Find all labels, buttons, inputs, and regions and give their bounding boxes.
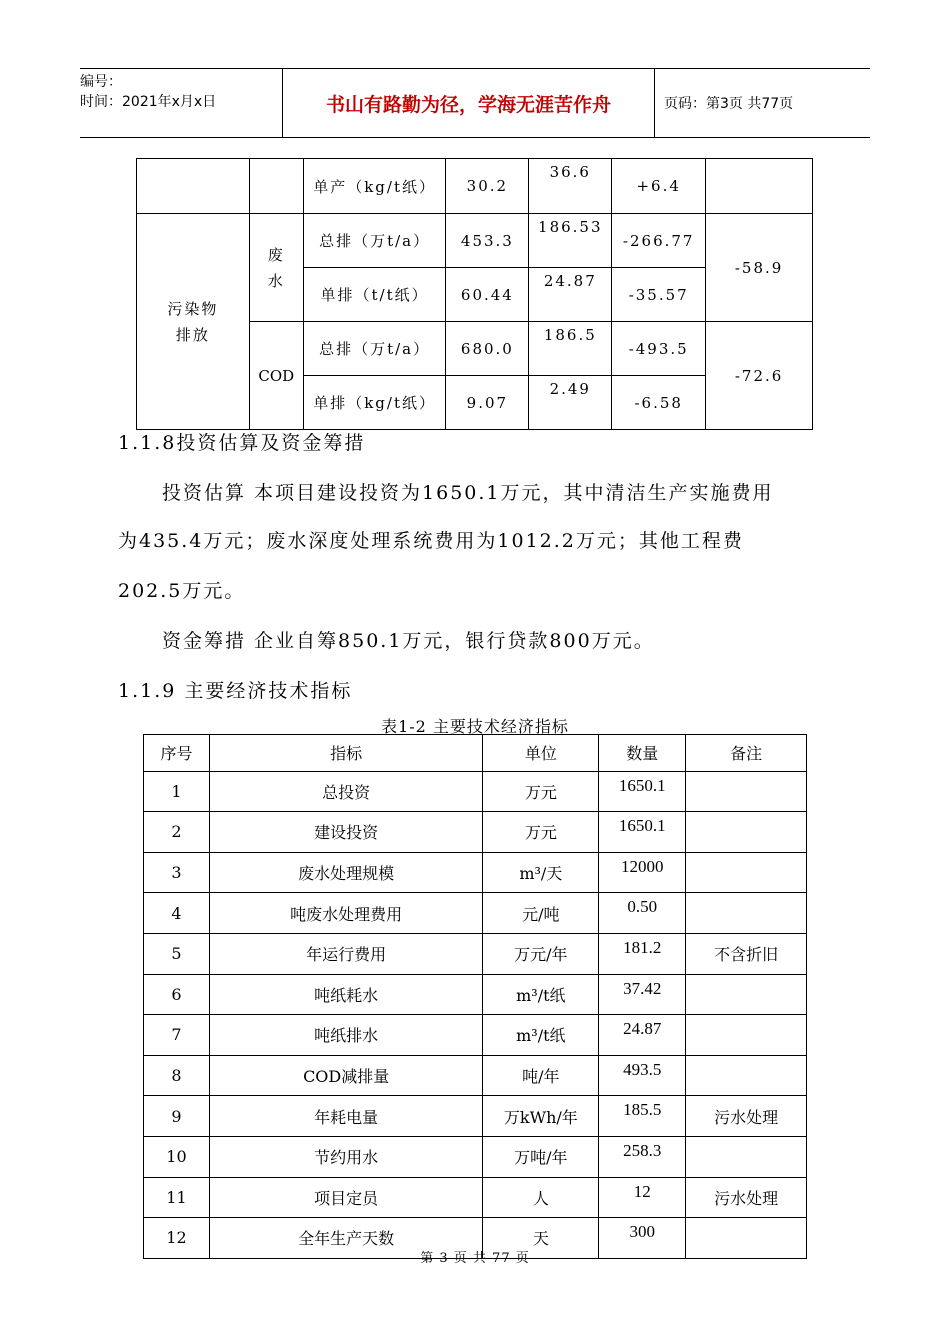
table-header-row — [144, 735, 807, 772]
section-heading-118: 1.1.8投资估算及资金筹措 — [118, 432, 366, 454]
table-row — [144, 1177, 807, 1218]
paragraph-line: 投资估算 本项目建设投资为1650.1万元，其中清洁生产实施费用 — [162, 482, 774, 504]
table-row — [137, 214, 813, 268]
table-cell: 186.53 — [529, 214, 612, 268]
table-row — [144, 974, 807, 1015]
cod-cell: COD — [249, 322, 303, 430]
table-cell: 186.5 — [529, 322, 612, 376]
table-cell: 1 — [144, 771, 210, 812]
table-cell: 37.42 — [599, 974, 686, 1015]
table-caption: 表1-2 主要技术经济指标 — [381, 717, 569, 736]
table-row — [144, 1096, 807, 1137]
table-cell — [686, 771, 807, 812]
table-cell: 项目定员 — [209, 1177, 483, 1218]
table-cell: 年运行费用 — [209, 933, 483, 974]
header-motto: 书山有路勤为径，学海无涯苦作舟 — [325, 93, 611, 116]
table-cell: 1650.1 — [599, 771, 686, 812]
table-cell: 吨废水处理费用 — [209, 893, 483, 934]
table-cell — [686, 893, 807, 934]
table-cell: 12 — [599, 1177, 686, 1218]
table-cell: 吨纸排水 — [209, 1015, 483, 1056]
table-cell: m³/t纸 — [483, 1015, 599, 1056]
table-cell: -6.58 — [612, 376, 706, 430]
table-row — [144, 1136, 807, 1177]
table-cell: m³/t纸 — [483, 974, 599, 1015]
table-cell: 不含折旧 — [686, 933, 807, 974]
table-cell — [686, 1055, 807, 1096]
table-cell: 60.44 — [446, 268, 529, 322]
indicators-body — [144, 771, 807, 1258]
header-divider — [654, 69, 655, 137]
pollution-table — [136, 158, 813, 430]
table-cell: 2 — [144, 812, 210, 853]
table-cell: 污水处理 — [686, 1177, 807, 1218]
table-cell: 1650.1 — [599, 812, 686, 853]
page-footer: 第 3 页 共 77 页 — [420, 1251, 530, 1266]
table-cell: 2.49 — [529, 376, 612, 430]
table-cell — [686, 852, 807, 893]
table-cell: 12 — [144, 1218, 210, 1259]
table-row — [137, 159, 813, 214]
table-cell: 3 — [144, 852, 210, 893]
table-cell: 11 — [144, 1177, 210, 1218]
wastewater-cell: 废水 — [249, 214, 303, 322]
column-header: 指标 — [209, 735, 483, 772]
table-cell: 废水处理规模 — [209, 852, 483, 893]
header-page-info: 页码：第3页 共77页 — [664, 96, 794, 112]
table-cell: 7 — [144, 1015, 210, 1056]
header-left — [80, 69, 282, 140]
group-cell: 污染物排放 — [137, 214, 250, 430]
table-cell: 单排（kg/t纸） — [303, 376, 446, 430]
table-cell: 全年生产天数 — [209, 1218, 483, 1259]
table-row — [144, 933, 807, 974]
table-row — [144, 1015, 807, 1056]
header-number: 编号： — [80, 74, 122, 90]
table-cell: 680.0 — [446, 322, 529, 376]
table-cell: -72.6 — [706, 322, 813, 430]
table-cell: 258.3 — [599, 1136, 686, 1177]
table-row — [144, 812, 807, 853]
table-cell: -493.5 — [612, 322, 706, 376]
table-row — [144, 771, 807, 812]
table-cell — [686, 1136, 807, 1177]
table-cell: 建设投资 — [209, 812, 483, 853]
table-cell: 万元/年 — [483, 933, 599, 974]
indicators-table — [143, 734, 807, 1259]
table-cell: 36.6 — [529, 159, 612, 214]
table-cell: -35.57 — [612, 268, 706, 322]
table-cell: 总排（万t/a） — [303, 322, 446, 376]
column-header: 备注 — [686, 735, 807, 772]
table-cell: 8 — [144, 1055, 210, 1096]
table-cell: 天 — [483, 1218, 599, 1259]
table-cell: 吨纸耗水 — [209, 974, 483, 1015]
table-cell: 12000 — [599, 852, 686, 893]
paragraph-funding: 资金筹措 企业自筹850.1万元，银行贷款800万元。 — [162, 630, 655, 652]
table-cell: 10 — [144, 1136, 210, 1177]
page-header — [80, 68, 870, 138]
table-cell: 吨/年 — [483, 1055, 599, 1096]
table-cell: 4 — [144, 893, 210, 934]
section-heading-119: 1.1.9 主要经济技术指标 — [118, 680, 353, 702]
table-cell: -58.9 — [706, 214, 813, 322]
table-cell: 493.5 — [599, 1055, 686, 1096]
column-header: 数量 — [599, 735, 686, 772]
table-cell: 9 — [144, 1096, 210, 1137]
table-cell: 年耗电量 — [209, 1096, 483, 1137]
table-cell: 单排（t/t纸） — [303, 268, 446, 322]
table-row — [144, 893, 807, 934]
paragraph-line: 202.5万元。 — [118, 580, 246, 602]
table-cell: 24.87 — [529, 268, 612, 322]
table-row — [144, 1055, 807, 1096]
table-cell: 0.50 — [599, 893, 686, 934]
table-cell: 万吨/年 — [483, 1136, 599, 1177]
table-cell: 185.5 — [599, 1096, 686, 1137]
table-cell: 元/吨 — [483, 893, 599, 934]
table-cell: 万元 — [483, 771, 599, 812]
table-cell: 总投资 — [209, 771, 483, 812]
header-time: 时间：2021年x月x日 — [80, 94, 217, 110]
column-header: 序号 — [144, 735, 210, 772]
table-cell: 30.2 — [446, 159, 529, 214]
paragraph-line: 为435.4万元；废水深度处理系统费用为1012.2万元；其他工程费 — [118, 530, 744, 552]
table-cell: m³/天 — [483, 852, 599, 893]
table-cell: -266.77 — [612, 214, 706, 268]
table-cell: 万元 — [483, 812, 599, 853]
table-cell — [686, 974, 807, 1015]
table-cell: 453.3 — [446, 214, 529, 268]
table-cell: 9.07 — [446, 376, 529, 430]
table-cell: 总排（万t/a） — [303, 214, 446, 268]
table-cell: 万kWh/年 — [483, 1096, 599, 1137]
table-row — [144, 852, 807, 893]
table-cell — [686, 812, 807, 853]
table-cell — [686, 1015, 807, 1056]
table-cell: +6.4 — [612, 159, 706, 214]
table-cell: 181.2 — [599, 933, 686, 974]
table-cell: 人 — [483, 1177, 599, 1218]
table-cell: 5 — [144, 933, 210, 974]
table-cell: COD减排量 — [209, 1055, 483, 1096]
table-cell: 单产（kg/t纸） — [303, 159, 446, 214]
column-header: 单位 — [483, 735, 599, 772]
table-cell: 节约用水 — [209, 1136, 483, 1177]
table-cell: 24.87 — [599, 1015, 686, 1056]
table-cell: 污水处理 — [686, 1096, 807, 1137]
table-cell: 6 — [144, 974, 210, 1015]
table-cell: 300 — [599, 1218, 686, 1259]
